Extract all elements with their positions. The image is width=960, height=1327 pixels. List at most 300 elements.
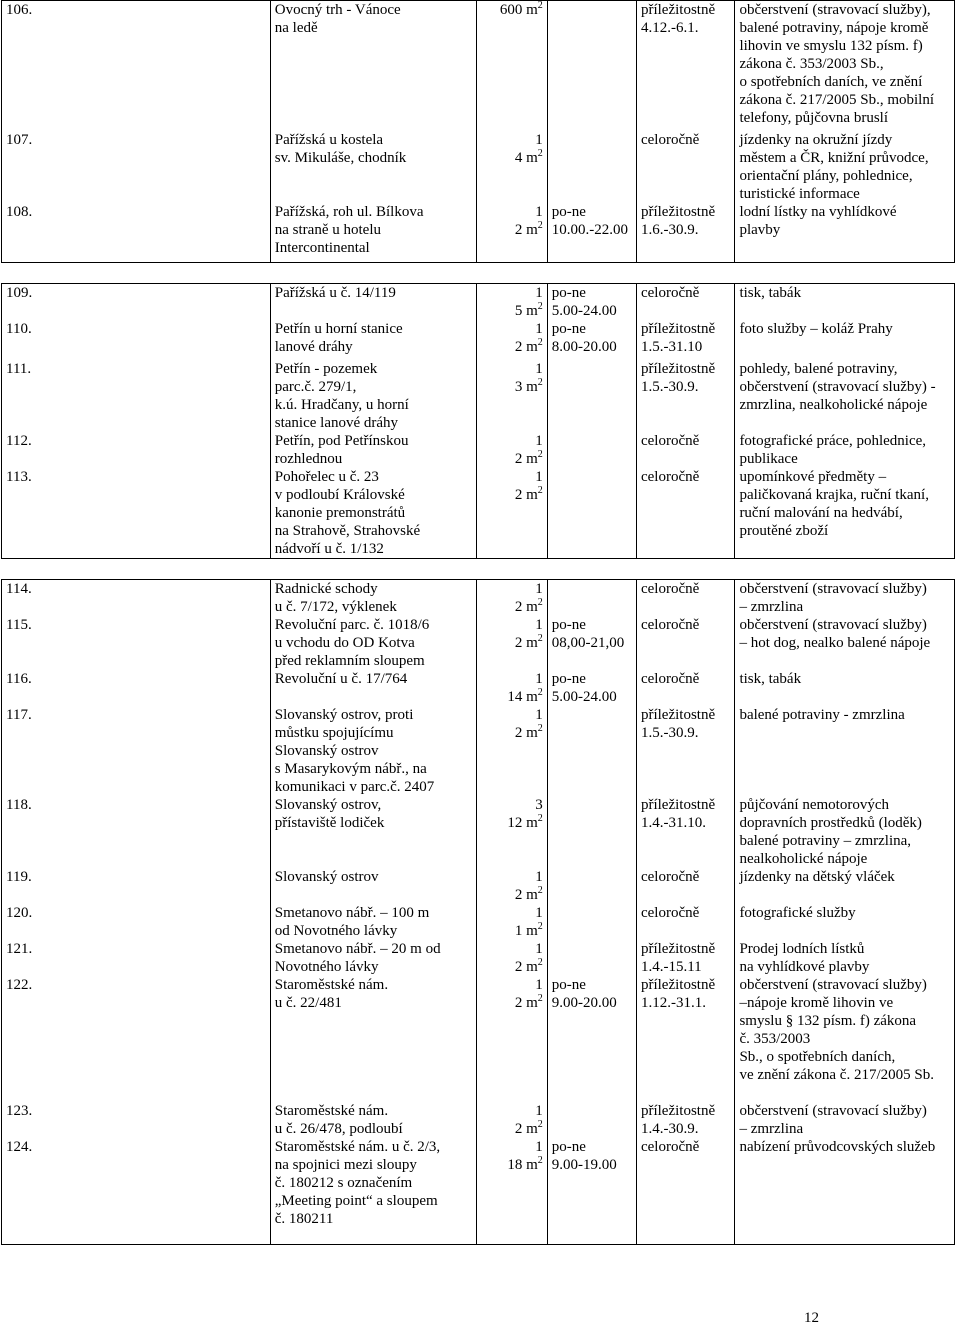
stand-count: 1 (535, 1103, 543, 1119)
hours-cell (547, 868, 636, 904)
term-line: příležitostně (640, 361, 716, 377)
area-cell (476, 976, 547, 1102)
location-line: „Meeting point“ a sloupem (274, 1193, 438, 1209)
location-cell (270, 580, 476, 617)
goods-line: fotografické práce, pohlednice, (739, 433, 927, 449)
term-line: 1.4.-15.11 (640, 959, 702, 975)
stand-area (481, 724, 543, 742)
stand-count: 1 (535, 469, 543, 485)
term-line: celoročně (640, 131, 700, 148)
page-number: 12 (804, 1310, 819, 1326)
stand-count: 1 (535, 869, 543, 885)
location-line: od Novotného lávky (274, 923, 398, 939)
table-row (2, 940, 955, 976)
goods-line: zmrzlina, nealkoholické nápoje (739, 397, 928, 413)
stand-area-value: 600 m (499, 2, 538, 18)
goods-cell (735, 1, 955, 131)
goods-cell (735, 131, 955, 203)
table-row (2, 976, 955, 1102)
location-line: sv. Mikuláše, chodník (274, 149, 407, 166)
goods-line: orientační plány, pohlednice, (739, 167, 913, 184)
term-line: příležitostně (640, 977, 716, 993)
location-line: nádvoří u č. 1/132 (274, 541, 384, 557)
area-exponent: 2 (537, 1119, 543, 1130)
row-number: 119. (6, 869, 32, 885)
hours-line: po-ne (551, 1139, 586, 1155)
area-cell (476, 868, 547, 904)
row-number: 122. (6, 977, 33, 993)
area-cell (476, 1, 547, 131)
stand-count: 1 (535, 1139, 543, 1155)
hours-line: 08,00-21,00 (551, 635, 625, 651)
row-number: 121. (6, 941, 33, 957)
hours-cell (547, 360, 636, 432)
location-cell (270, 320, 476, 360)
area-exponent: 2 (537, 885, 543, 896)
row-number: 114. (6, 581, 32, 597)
goods-line: balené potraviny, nápoje kromě (739, 20, 929, 36)
location-line: s Masarykovým nábř., na (274, 761, 427, 777)
goods-line: – hot dog, nealko balené nápoje (739, 635, 931, 651)
hours-cell (547, 284, 636, 321)
stand-area (481, 688, 543, 706)
goods-cell (735, 940, 955, 976)
area-cell (476, 670, 547, 706)
goods-line: pohledy, balené potraviny, (739, 361, 898, 377)
goods-cell (735, 203, 955, 263)
goods-line: –nápoje kromě lihovin ve (739, 995, 894, 1011)
hours-line: po-ne (551, 203, 586, 220)
location-line: Petřín - pozemek (274, 361, 378, 377)
term-cell (636, 796, 734, 868)
goods-cell (735, 1102, 955, 1138)
row-number-cell (2, 320, 271, 360)
stand-area-value: 2 m (514, 599, 538, 615)
goods-line: na vyhlídkové plavby (739, 959, 870, 975)
location-line: na spojnici mezi sloupy (274, 1157, 417, 1173)
location-line: můstku spojujícímu (274, 725, 394, 741)
stand-area-value: 2 m (514, 959, 538, 975)
term-line: celoročně (640, 671, 700, 687)
goods-line: dopravních prostředků (loděk) (739, 815, 922, 831)
goods-line: zákona č. 353/2003 Sb., (739, 56, 884, 72)
area-cell (476, 1102, 547, 1138)
area-cell (476, 432, 547, 468)
term-cell (636, 976, 734, 1102)
location-cell (270, 131, 476, 203)
stand-area (481, 598, 543, 616)
stand-area (481, 378, 543, 396)
term-line: příležitostně (640, 707, 716, 723)
stand-count: 1 (535, 433, 543, 449)
stand-area-value: 2 m (514, 635, 538, 651)
hours-cell (547, 432, 636, 468)
table-row (2, 360, 955, 432)
stands-table (1, 0, 955, 1245)
term-line: příležitostně (640, 1103, 716, 1119)
goods-line: zákona č. 217/2005 Sb., mobilní (739, 92, 934, 108)
table-row (2, 616, 955, 670)
area-exponent: 2 (537, 1155, 543, 1166)
location-cell (270, 976, 476, 1102)
goods-line: telefony, půjčovna bruslí (739, 110, 889, 126)
hours-cell (547, 940, 636, 976)
goods-line: ve znění zákona č. 217/2005 Sb. (739, 1067, 934, 1083)
area-cell (476, 1138, 547, 1244)
goods-line: Sb., o spotřebních daních, (739, 1049, 896, 1065)
term-cell (636, 1138, 734, 1244)
row-number: 109. (6, 285, 33, 301)
location-line: č. 180212 s označením (274, 1175, 413, 1191)
location-line: v podloubí Královské (274, 487, 405, 503)
stand-count: 1 (535, 707, 543, 723)
goods-line: smyslu § 132 písm. f) zákona (739, 1013, 917, 1029)
stand-count: 1 (535, 285, 543, 301)
location-cell (270, 868, 476, 904)
area-cell (476, 468, 547, 559)
area-exponent: 2 (537, 633, 543, 644)
stand-area (481, 221, 543, 239)
table-row (2, 580, 955, 617)
goods-line: balené potraviny - zmrzlina (739, 707, 905, 723)
location-cell (270, 706, 476, 796)
area-cell (476, 904, 547, 940)
area-exponent: 2 (537, 597, 543, 608)
goods-line: o spotřebních daních, ve znění (739, 74, 923, 90)
goods-line: jízdenky na dětský vláček (739, 869, 895, 885)
row-number: 116. (6, 671, 32, 687)
location-line: na ledě (274, 20, 318, 36)
location-line: lanové dráhy (274, 339, 353, 355)
location-line: Pařížská u č. 14/119 (274, 285, 396, 301)
goods-line: občerstvení (stravovací služby) - (739, 379, 936, 395)
hours-cell (547, 616, 636, 670)
location-line: Revoluční u č. 17/764 (274, 671, 408, 687)
goods-line: občerstvení (stravovací služby) (739, 617, 927, 633)
goods-line: paličkovaná krajka, ruční tkaní, (739, 487, 929, 503)
location-line: Slovanský ostrov, proti (274, 707, 414, 723)
hours-cell (547, 203, 636, 263)
row-number-cell (2, 976, 271, 1102)
goods-line: č. 353/2003 (739, 1031, 811, 1047)
row-number-cell (2, 940, 271, 976)
location-line: Novotného lávky (274, 959, 379, 975)
goods-cell (735, 284, 955, 321)
row-number-cell (2, 360, 271, 432)
row-number-cell (2, 203, 271, 263)
stand-area (481, 1120, 543, 1138)
table-row (2, 468, 955, 559)
location-cell (270, 468, 476, 559)
location-cell (270, 1102, 476, 1138)
stand-area (481, 1156, 543, 1174)
stand-area (481, 338, 543, 356)
goods-line: nealkoholické nápoje (739, 851, 868, 867)
row-number: 110. (6, 321, 32, 337)
goods-cell (735, 580, 955, 617)
location-line: u č. 22/481 (274, 995, 342, 1011)
term-line: 1.5.-31.10 (640, 339, 703, 355)
row-number: 112. (6, 433, 32, 449)
location-line: k.ú. Hradčany, u horní (274, 397, 409, 413)
area-exponent: 2 (537, 813, 543, 824)
hours-line: 9.00-19.00 (551, 1157, 617, 1173)
table-row (2, 131, 955, 203)
term-line: příležitostně (640, 2, 716, 18)
term-line: 1.5.-30.9. (640, 725, 699, 741)
stand-area-value: 2 m (514, 887, 538, 903)
table-row (2, 203, 955, 263)
area-cell (476, 360, 547, 432)
goods-cell (735, 868, 955, 904)
table-row (2, 320, 955, 360)
location-line: Smetanovo nábř. – 20 m od (274, 941, 441, 957)
stand-area (481, 450, 543, 468)
table-row (2, 868, 955, 904)
stand-area (481, 486, 543, 504)
stand-count: 1 (535, 617, 543, 633)
goods-cell (735, 1138, 955, 1244)
term-line: celoročně (640, 869, 700, 885)
term-line: příležitostně (640, 797, 716, 813)
location-line: Smetanovo nábř. – 100 m (274, 905, 430, 921)
location-cell (270, 1138, 476, 1244)
hours-line: po-ne (551, 285, 586, 301)
hours-cell (547, 670, 636, 706)
location-line: Revoluční parc. č. 1018/6 (274, 617, 430, 633)
row-number: 124. (6, 1139, 33, 1155)
area-cell (476, 616, 547, 670)
location-line: kanonie premonstrátů (274, 505, 406, 521)
hours-line: 5.00-24.00 (551, 689, 617, 705)
goods-line: proutěné zboží (739, 523, 829, 539)
stand-area-value: 2 m (514, 995, 538, 1011)
term-line: 1.4.-31.10. (640, 815, 706, 831)
area-cell (476, 320, 547, 360)
area-exponent: 2 (537, 377, 543, 388)
table-row (2, 1, 955, 131)
location-line: na Strahově, Strahovské (274, 523, 421, 539)
location-line: Intercontinental (274, 239, 370, 256)
row-number-cell (2, 904, 271, 940)
goods-cell (735, 670, 955, 706)
stand-area-value: 2 m (514, 725, 538, 741)
term-cell (636, 203, 734, 263)
stand-count: 1 (535, 581, 543, 597)
stand-area-value: 2 m (514, 339, 538, 355)
term-line: celoročně (640, 581, 700, 597)
location-line: č. 180211 (274, 1211, 334, 1227)
goods-line: ruční malování na hedvábí, (739, 505, 903, 521)
location-line: Pohořelec u č. 23 (274, 469, 379, 485)
row-number-cell (2, 616, 271, 670)
area-cell (476, 580, 547, 617)
location-cell (270, 616, 476, 670)
goods-line: lodní lístky na vyhlídkové (739, 203, 897, 220)
term-cell (636, 432, 734, 468)
location-line: parc.č. 279/1, (274, 379, 357, 395)
hours-line: po-ne (551, 671, 586, 687)
location-cell (270, 432, 476, 468)
stand-area-value: 12 m (507, 815, 538, 831)
term-line: celoročně (640, 617, 700, 633)
goods-line: městem a ČR, knižní průvodce, (739, 149, 929, 166)
stand-area-value: 3 m (514, 379, 538, 395)
term-line: celoročně (640, 433, 700, 449)
area-exponent: 2 (537, 993, 543, 1004)
table-row (2, 1102, 955, 1138)
row-number: 120. (6, 905, 33, 921)
location-line: stanice lanové dráhy (274, 415, 399, 431)
location-line: Pařížská u kostela (274, 131, 384, 148)
hours-cell (547, 904, 636, 940)
location-line: Staroměstské nám. u č. 2/3, (274, 1139, 441, 1155)
hours-cell (547, 320, 636, 360)
hours-cell (547, 131, 636, 203)
table-row (2, 796, 955, 868)
term-cell (636, 468, 734, 559)
stand-area (481, 958, 543, 976)
hours-cell (547, 468, 636, 559)
area-cell (476, 706, 547, 796)
row-number-cell (2, 1138, 271, 1244)
goods-line: – zmrzlina (739, 1121, 804, 1137)
term-cell (636, 320, 734, 360)
row-number-cell (2, 1, 271, 131)
block-separator (2, 263, 955, 284)
table-row (2, 432, 955, 468)
stand-area-value: 2 m (514, 221, 538, 238)
table-row (2, 904, 955, 940)
location-cell (270, 670, 476, 706)
row-number: 106. (6, 2, 33, 18)
row-number-cell (2, 670, 271, 706)
location-line: u č. 26/478, podloubí (274, 1121, 403, 1137)
hours-cell (547, 580, 636, 617)
stand-area-value: 14 m (507, 689, 538, 705)
hours-cell (547, 1138, 636, 1244)
stand-count: 1 (535, 321, 543, 337)
stand-count: 1 (535, 941, 543, 957)
row-number: 117. (6, 707, 32, 723)
hours-line: 10.00.-22.00 (551, 221, 628, 238)
location-line: Slovanský ostrov (274, 743, 379, 759)
goods-line: fotografické služby (739, 905, 856, 921)
goods-line: nabízení průvodcovských služeb (739, 1139, 936, 1155)
location-line: přístaviště lodiček (274, 815, 385, 831)
stand-area (481, 814, 543, 832)
goods-cell (735, 904, 955, 940)
table-row (2, 670, 955, 706)
goods-line: občerstvení (stravovací služby) (739, 581, 927, 597)
area-exponent: 2 (537, 0, 543, 11)
term-line: 1.12.-31.1. (640, 995, 706, 1011)
stand-area (481, 886, 543, 904)
goods-line: turistické informace (739, 185, 860, 202)
stand-area-value: 1 m (514, 923, 538, 939)
term-cell (636, 131, 734, 203)
term-cell (636, 940, 734, 976)
goods-line: foto služby – koláž Prahy (739, 321, 893, 337)
term-cell (636, 904, 734, 940)
location-cell (270, 284, 476, 321)
location-line: Ovocný trh - Vánoce (274, 2, 401, 18)
area-exponent: 2 (537, 921, 543, 932)
goods-cell (735, 616, 955, 670)
goods-line: – zmrzlina (739, 599, 804, 615)
term-line: celoročně (640, 1139, 700, 1155)
location-cell (270, 203, 476, 263)
row-number-cell (2, 868, 271, 904)
term-cell (636, 284, 734, 321)
goods-line: občerstvení (stravovací služby) (739, 1103, 927, 1119)
area-exponent: 2 (537, 301, 543, 312)
table-row (2, 706, 955, 796)
stand-area-value: 18 m (507, 1157, 538, 1173)
row-number: 115. (6, 617, 32, 633)
stand-area (481, 634, 543, 652)
row-number-cell (2, 432, 271, 468)
goods-line: občerstvení (stravovací služby) (739, 977, 927, 993)
stand-count: 3 (535, 797, 543, 813)
stand-count: 1 (535, 977, 543, 993)
stand-count: 1 (535, 671, 543, 687)
goods-line: občerstvení (stravovací služby), (739, 2, 931, 18)
area-cell (476, 203, 547, 263)
area-cell (476, 796, 547, 868)
term-line: 1.6.-30.9. (640, 221, 699, 238)
goods-line: půjčování nemotorových (739, 797, 889, 813)
term-line: 1.4.-30.9. (640, 1121, 699, 1137)
hours-line: 5.00-24.00 (551, 303, 617, 319)
area-exponent: 2 (537, 449, 543, 460)
table-row (2, 1138, 955, 1244)
term-line: 1.5.-30.9. (640, 379, 699, 395)
row-number-cell (2, 580, 271, 617)
area-exponent: 2 (537, 219, 543, 231)
stand-area-value: 5 m (514, 303, 538, 319)
location-line: Staroměstské nám. (274, 1103, 389, 1119)
goods-line: publikace (739, 451, 798, 467)
location-cell (270, 360, 476, 432)
location-line: Slovanský ostrov (274, 869, 379, 885)
row-number-cell (2, 1102, 271, 1138)
row-number: 113. (6, 469, 32, 485)
hours-cell (547, 1102, 636, 1138)
row-number: 123. (6, 1103, 33, 1119)
stand-area-value: 4 m (514, 149, 538, 166)
location-line: Staroměstské nám. (274, 977, 389, 993)
goods-cell (735, 320, 955, 360)
stands-table-body (2, 1, 955, 1245)
row-number: 111. (6, 361, 32, 377)
term-cell (636, 580, 734, 617)
goods-line: plavby (739, 221, 781, 238)
location-line: Petřín u horní stanice (274, 321, 403, 337)
term-line: celoročně (640, 469, 700, 485)
term-cell (636, 1, 734, 131)
goods-cell (735, 706, 955, 796)
area-exponent: 2 (537, 687, 543, 698)
location-line: Slovanský ostrov, (274, 797, 382, 813)
term-cell (636, 706, 734, 796)
location-line: u vchodu do OD Kotva (274, 635, 415, 651)
stand-count: 1 (535, 203, 543, 220)
row-number-cell (2, 131, 271, 203)
area-cell (476, 940, 547, 976)
hours-line: 9.00-20.00 (551, 995, 617, 1011)
location-line: Pařížská, roh ul. Bílkova (274, 203, 424, 220)
